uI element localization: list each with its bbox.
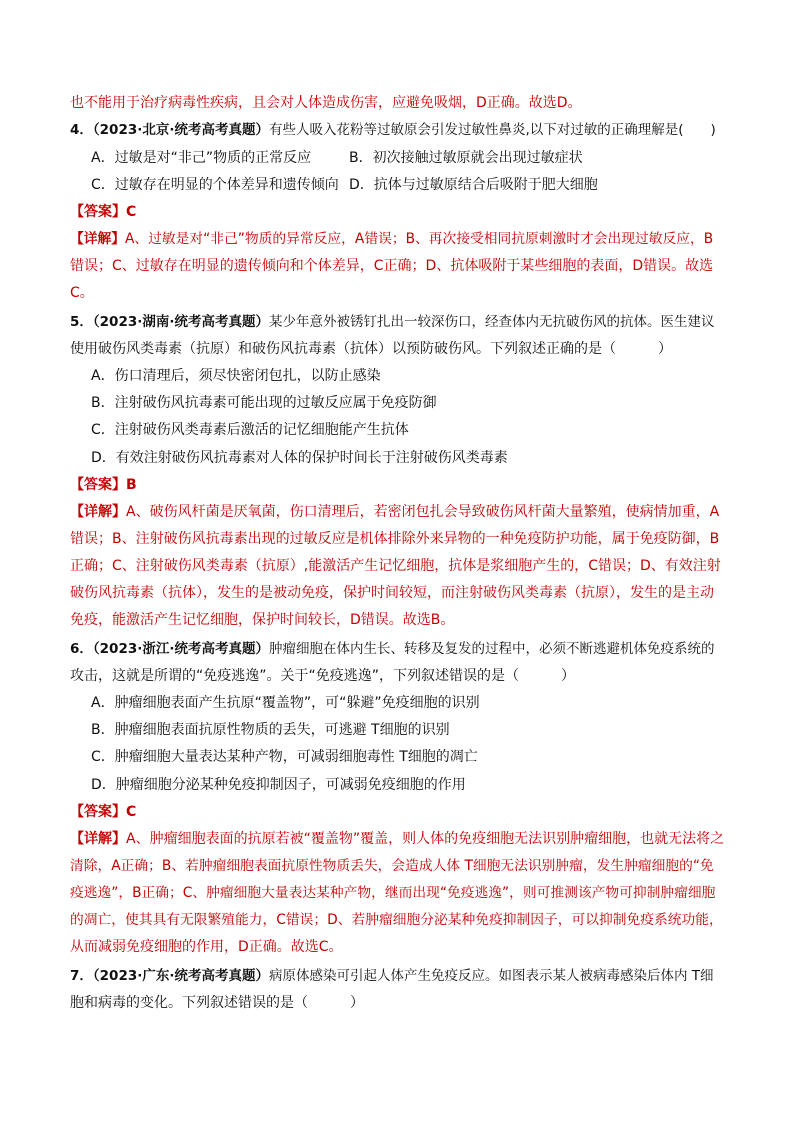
detail-line: 破伤风抗毒素（抗体），发生的是被动免疫，保护时间较短，而注射破伤风类毒素（抗原），发生的是主动	[70, 585, 714, 601]
option-c: C．注射破伤风类毒素后激活的记忆细胞能产生抗体	[91, 422, 409, 438]
detail-line: 疫逃逸”，B正确；C、肿瘤细胞大量表达某种产物，继而出现“免疫逃逸”，则可推测该产物可抑制肿瘤细胞	[70, 885, 716, 901]
detail-text: A、肿瘤细胞表面的抗原若被“覆盖物”覆盖，则人体的免疫细胞无法识别肿瘤细胞，也就无法将之	[126, 831, 725, 847]
question-5-stem	[70, 312, 715, 332]
question-source: （2023·湖南·统考高考真题）	[92, 314, 269, 330]
option-b: B．肿瘤细胞表面抗原性物质的丢失，可逃避 T细胞的识别	[91, 722, 450, 738]
detail-line: 的凋亡，使其具有无限繁殖能力，C错误；D、若肿瘤细胞分泌某种免疫抑制因子，可以抑制免疫系统功能，	[70, 912, 723, 928]
answer-line	[70, 475, 137, 495]
detail-line: 错误；C、过敏存在明显的遗传倾向和个体差异，C正确；D、抗体吸附于某些细胞的表面，D错误。故选	[70, 258, 714, 274]
detail-text: A、过敏是对“非己”物质的异常反应，A错误；B、再次接受相同抗原刺激时才会出现过敏反应，B	[125, 231, 714, 247]
detail-line	[70, 229, 713, 249]
question-text-continued: 胞和病毒的变化。下列叙述错误的是（ ）	[70, 995, 364, 1011]
question-number: 4．	[70, 122, 93, 138]
intro-line	[70, 93, 582, 113]
option-d: D．有效注射破伤风抗毒素对人体的保护时间长于注射破伤风类毒素	[91, 450, 508, 466]
detail-line: 免疫，能激活产生记忆细胞，保护时间较长，D错误。故选B。	[70, 612, 455, 628]
answer-value: C	[126, 804, 137, 820]
answer-label: 【答案】	[70, 804, 126, 820]
answer-line	[70, 802, 136, 822]
question-source: （2023·广东·统考高考真题）	[92, 968, 269, 984]
intro-text: 也不能用于治疗病毒性疾病，且会对人体造成伤害，应避免吸烟，	[70, 95, 476, 111]
option-a: A．肿瘤细胞表面产生抗原“覆盖物”，可“躲避”免疫细胞的识别	[91, 695, 480, 711]
detail-line: 清除，A正确；B、若肿瘤细胞表面抗原性物质丢失，会造成人体 T细胞无法识别肿瘤，发生肿瘤细胞的“免	[70, 858, 714, 874]
answer-label: 【答案】	[70, 477, 126, 493]
question-text-continued: 攻击，这就是所谓的“免疫逃逸”。关于“免疫逃逸”，下列叙述错误的是（ ）	[70, 668, 576, 684]
option-d: D．抗体与过敏原结合后吸附于肥大细胞	[349, 177, 598, 193]
question-text: 肿瘤细胞在体内生长、转移及复发的过程中，必须不断逃避机体免疫系统的	[269, 641, 715, 657]
option-b: B．初次接触过敏原就会出现过敏症状	[349, 150, 583, 166]
question-text: 某少年意外被锈钉扎出一较深伤口，经查体内无抗破伤风的抗体。医生建议	[269, 314, 715, 330]
question-source: （2023·北京·统考高考真题）	[92, 122, 269, 138]
detail-line	[70, 502, 719, 522]
detail-label: 【详解】	[70, 504, 126, 520]
question-text: 病原体感染可引起人体产生免疫反应。如图表示某人被病毒感染后体内 T细	[269, 968, 714, 984]
option-d: D．肿瘤细胞分泌某种免疫抑制因子，可减弱免疫细胞的作用	[91, 777, 466, 793]
answer-value: B	[126, 477, 137, 493]
answer-label: 【答案】	[70, 204, 126, 220]
question-number: 6．	[70, 641, 93, 657]
option-c: C．肿瘤细胞大量表达某种产物，可减弱细胞毒性 T细胞的凋亡	[91, 749, 478, 765]
intro-answer-text: D正确。故选D。	[476, 95, 582, 111]
detail-line: C。	[70, 285, 94, 301]
detail-line: 从而减弱免疫细胞的作用，D正确。故选C。	[70, 939, 343, 955]
detail-text: A、破伤风杆菌是厌氧菌，伤口清理后，若密闭包扎会导致破伤风杆菌大量繁殖，使病情加重，A	[126, 504, 720, 520]
question-4-stem	[70, 120, 716, 140]
question-6-stem	[70, 639, 715, 659]
option-c: C．过敏存在明显的个体差异和遗传倾向	[91, 177, 339, 193]
answer-line	[70, 202, 136, 222]
question-number: 7．	[70, 968, 93, 984]
answer-value: C	[126, 204, 137, 220]
detail-label: 【详解】	[70, 231, 126, 247]
question-source: （2023·浙江·统考高考真题）	[92, 641, 269, 657]
question-text-continued: 使用破伤风类毒素（抗原）和破伤风抗毒素（抗体）以预防破伤风。下列叙述正确的是（ ）	[70, 341, 672, 357]
option-a: A．过敏是对“非己”物质的正常反应	[91, 150, 312, 166]
detail-line	[70, 829, 724, 849]
question-7-stem	[70, 966, 714, 986]
detail-label: 【详解】	[70, 831, 126, 847]
detail-line: 正确；C、注射破伤风类毒素（抗原）,能激活产生记忆细胞，抗体是浆细胞产生的，C错误；D、有效注射	[70, 558, 721, 574]
option-a: A．伤口清理后，须尽快密闭包扎，以防止感染	[91, 368, 381, 384]
question-text: 有些人吸入花粉等过敏原会引发过敏性鼻炎,以下对过敏的正确理解是( )	[269, 122, 716, 138]
detail-line: 错误；B、注射破伤风抗毒素出现的过敏反应是机体排除外来异物的一种免疫防护功能，属于免疫防御，B	[70, 531, 720, 547]
option-b: B．注射破伤风抗毒素可能出现的过敏反应属于免疫防御	[91, 395, 437, 411]
question-number: 5．	[70, 314, 93, 330]
